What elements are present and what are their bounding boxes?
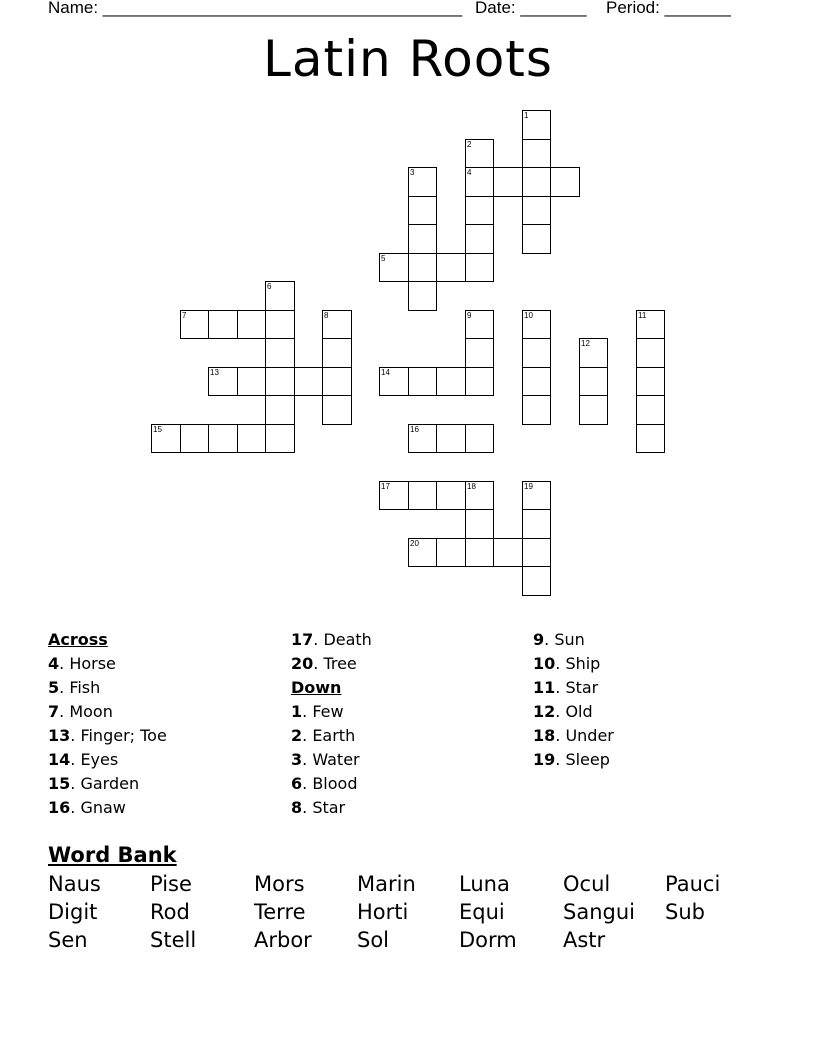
crossword-cell[interactable] (465, 509, 494, 539)
crossword-cell[interactable] (522, 538, 551, 567)
clues-column-3 (533, 628, 614, 772)
crossword-cell[interactable] (237, 310, 266, 339)
clue-across-17: 17. Death (291, 630, 372, 649)
crossword-cell[interactable] (522, 509, 551, 539)
crossword-cell[interactable] (493, 538, 523, 567)
crossword-cell[interactable] (265, 395, 295, 425)
crossword-cell[interactable] (408, 167, 437, 197)
crossword-cell[interactable] (322, 395, 352, 425)
crossword-cell[interactable] (522, 310, 551, 339)
crossword-cell[interactable] (265, 424, 295, 453)
crossword-cell[interactable] (180, 424, 209, 453)
crossword-cell[interactable] (436, 538, 466, 567)
crossword-cell[interactable] (579, 367, 608, 396)
crossword-cell[interactable] (408, 367, 437, 396)
crossword-cell[interactable] (522, 367, 551, 396)
clues-column-1 (48, 628, 167, 820)
crossword-cell[interactable] (151, 424, 181, 453)
clue-across-16: 16. Gnaw (48, 798, 126, 817)
cell-number: 4 (467, 168, 472, 177)
crossword-cell[interactable] (522, 481, 551, 510)
word-bank-word: Astr (563, 928, 606, 952)
cell-number: 10 (524, 311, 533, 320)
crossword-cell[interactable] (322, 367, 352, 396)
crossword-cell[interactable] (379, 481, 409, 510)
crossword-cell[interactable] (208, 367, 238, 396)
word-bank-word: Equi (459, 900, 505, 924)
word-bank-title: Word Bank (48, 843, 177, 867)
clue-across-4: 4. Horse (48, 654, 116, 673)
clue-down-19: 19. Sleep (533, 750, 610, 769)
crossword-cell[interactable] (522, 224, 551, 254)
crossword-cell[interactable] (436, 424, 466, 453)
cell-number: 18 (467, 482, 476, 491)
crossword-cell[interactable] (579, 338, 608, 368)
clue-down-18: 18. Under (533, 726, 614, 745)
clue-down-6: 6. Blood (291, 774, 358, 793)
crossword-cell[interactable] (208, 310, 238, 339)
crossword-cell[interactable] (180, 310, 209, 339)
crossword-cell[interactable] (465, 224, 494, 254)
clue-down-1: 1. Few (291, 702, 344, 721)
page-title: Latin Roots (263, 30, 553, 88)
crossword-cell[interactable] (465, 424, 494, 453)
crossword-cell[interactable] (294, 367, 323, 396)
crossword-cell[interactable] (522, 338, 551, 368)
crossword-cell[interactable] (408, 196, 437, 225)
word-bank-word: Rod (150, 900, 190, 924)
clue-down-3: 3. Water (291, 750, 360, 769)
cell-number: 9 (467, 311, 472, 320)
clue-down-2: 2. Earth (291, 726, 356, 745)
date-field[interactable]: Date: _______ (475, 0, 587, 17)
crossword-cell[interactable] (408, 281, 437, 311)
cell-number: 8 (324, 311, 329, 320)
word-bank-word: Pauci (665, 872, 721, 896)
word-bank-word: Sen (48, 928, 88, 952)
crossword-cell[interactable] (522, 167, 551, 197)
crossword-cell[interactable] (265, 310, 295, 339)
word-bank-word: Ocul (563, 872, 611, 896)
crossword-cell[interactable] (465, 481, 494, 510)
clue-down-12: 12. Old (533, 702, 593, 721)
crossword-cell[interactable] (636, 424, 665, 453)
crossword-cell[interactable] (636, 367, 665, 396)
crossword-cell[interactable] (408, 253, 437, 282)
word-bank-word: Horti (357, 900, 409, 924)
crossword-cell[interactable] (465, 310, 494, 339)
crossword-cell[interactable] (436, 253, 466, 282)
cell-number: 3 (410, 168, 415, 177)
crossword-cell[interactable] (265, 338, 295, 368)
clue-across-15: 15. Garden (48, 774, 140, 793)
crossword-cell[interactable] (522, 566, 551, 596)
crossword-cell[interactable] (208, 424, 238, 453)
word-bank-word: Mors (254, 872, 305, 896)
crossword-cell[interactable] (465, 167, 494, 197)
word-bank-word: Arbor (254, 928, 312, 952)
cell-number: 14 (381, 368, 390, 377)
crossword-cell[interactable] (379, 253, 409, 282)
cell-number: 20 (410, 539, 419, 548)
cell-number: 13 (210, 368, 219, 377)
clue-down-10: 10. Ship (533, 654, 601, 673)
clue-down-8: 8. Star (291, 798, 346, 817)
crossword-cell[interactable] (465, 139, 494, 168)
word-bank-word: Stell (150, 928, 197, 952)
crossword-cell[interactable] (265, 367, 295, 396)
crossword-cell[interactable] (436, 481, 466, 510)
cell-number: 5 (381, 254, 386, 263)
cell-number: 12 (581, 339, 590, 348)
crossword-cell[interactable] (436, 367, 466, 396)
clue-across-7: 7. Moon (48, 702, 113, 721)
crossword-cell[interactable] (408, 538, 437, 567)
across-heading: Across (48, 630, 108, 649)
crossword-cell[interactable] (636, 395, 665, 425)
cell-number: 2 (467, 140, 472, 149)
down-heading: Down (291, 678, 342, 697)
cell-number: 17 (381, 482, 390, 491)
crossword-cell[interactable] (237, 424, 266, 453)
cell-number: 16 (410, 425, 419, 434)
clue-across-5: 5. Fish (48, 678, 101, 697)
crossword-cell[interactable] (522, 139, 551, 168)
clue-down-11: 11. Star (533, 678, 599, 697)
crossword-cell[interactable] (408, 424, 437, 453)
word-bank-word: Terre (254, 900, 306, 924)
word-bank-word: Digit (48, 900, 98, 924)
crossword-cell[interactable] (465, 538, 494, 567)
period-field[interactable]: Period: _______ (606, 0, 731, 17)
crossword-cell[interactable] (408, 481, 437, 510)
crossword-cell[interactable] (636, 338, 665, 368)
crossword-cell[interactable] (322, 310, 352, 339)
cell-number: 19 (524, 482, 533, 491)
cell-number: 7 (182, 311, 187, 320)
crossword-cell[interactable] (265, 281, 295, 311)
crossword-cell[interactable] (322, 338, 352, 368)
crossword-cell[interactable] (465, 253, 494, 282)
word-bank-word: Marin (357, 872, 416, 896)
clues-column-2 (291, 628, 372, 820)
clue-across-20: 20. Tree (291, 654, 357, 673)
crossword-cell[interactable] (522, 395, 551, 425)
cell-number: 6 (267, 282, 272, 291)
clue-across-13: 13. Finger; Toe (48, 726, 167, 745)
word-bank-word: Luna (459, 872, 510, 896)
crossword-cell[interactable] (408, 224, 437, 254)
cell-number: 15 (153, 425, 162, 434)
clue-across-14: 14. Eyes (48, 750, 119, 769)
crossword-cell[interactable] (493, 167, 523, 197)
word-bank-word: Sol (357, 928, 390, 952)
name-field[interactable]: Name: ______________________________________ (48, 0, 463, 17)
word-bank-word: Pise (150, 872, 192, 896)
cell-number: 11 (638, 311, 647, 320)
word-bank-word: Sangui (563, 900, 635, 924)
crossword-cell[interactable] (550, 167, 580, 197)
word-bank-word: Dorm (459, 928, 517, 952)
crossword-cell[interactable] (465, 338, 494, 368)
crossword-cell[interactable] (379, 367, 409, 396)
crossword-cell[interactable] (237, 367, 266, 396)
cell-number: 1 (524, 111, 529, 120)
word-bank-word: Naus (48, 872, 101, 896)
crossword-cell[interactable] (465, 367, 494, 396)
clue-down-9: 9. Sun (533, 630, 585, 649)
crossword-cell[interactable] (636, 310, 665, 339)
word-bank-word: Sub (665, 900, 705, 924)
crossword-cell[interactable] (465, 196, 494, 225)
crossword-cell[interactable] (522, 110, 551, 140)
crossword-cell[interactable] (579, 395, 608, 425)
crossword-cell[interactable] (522, 196, 551, 225)
